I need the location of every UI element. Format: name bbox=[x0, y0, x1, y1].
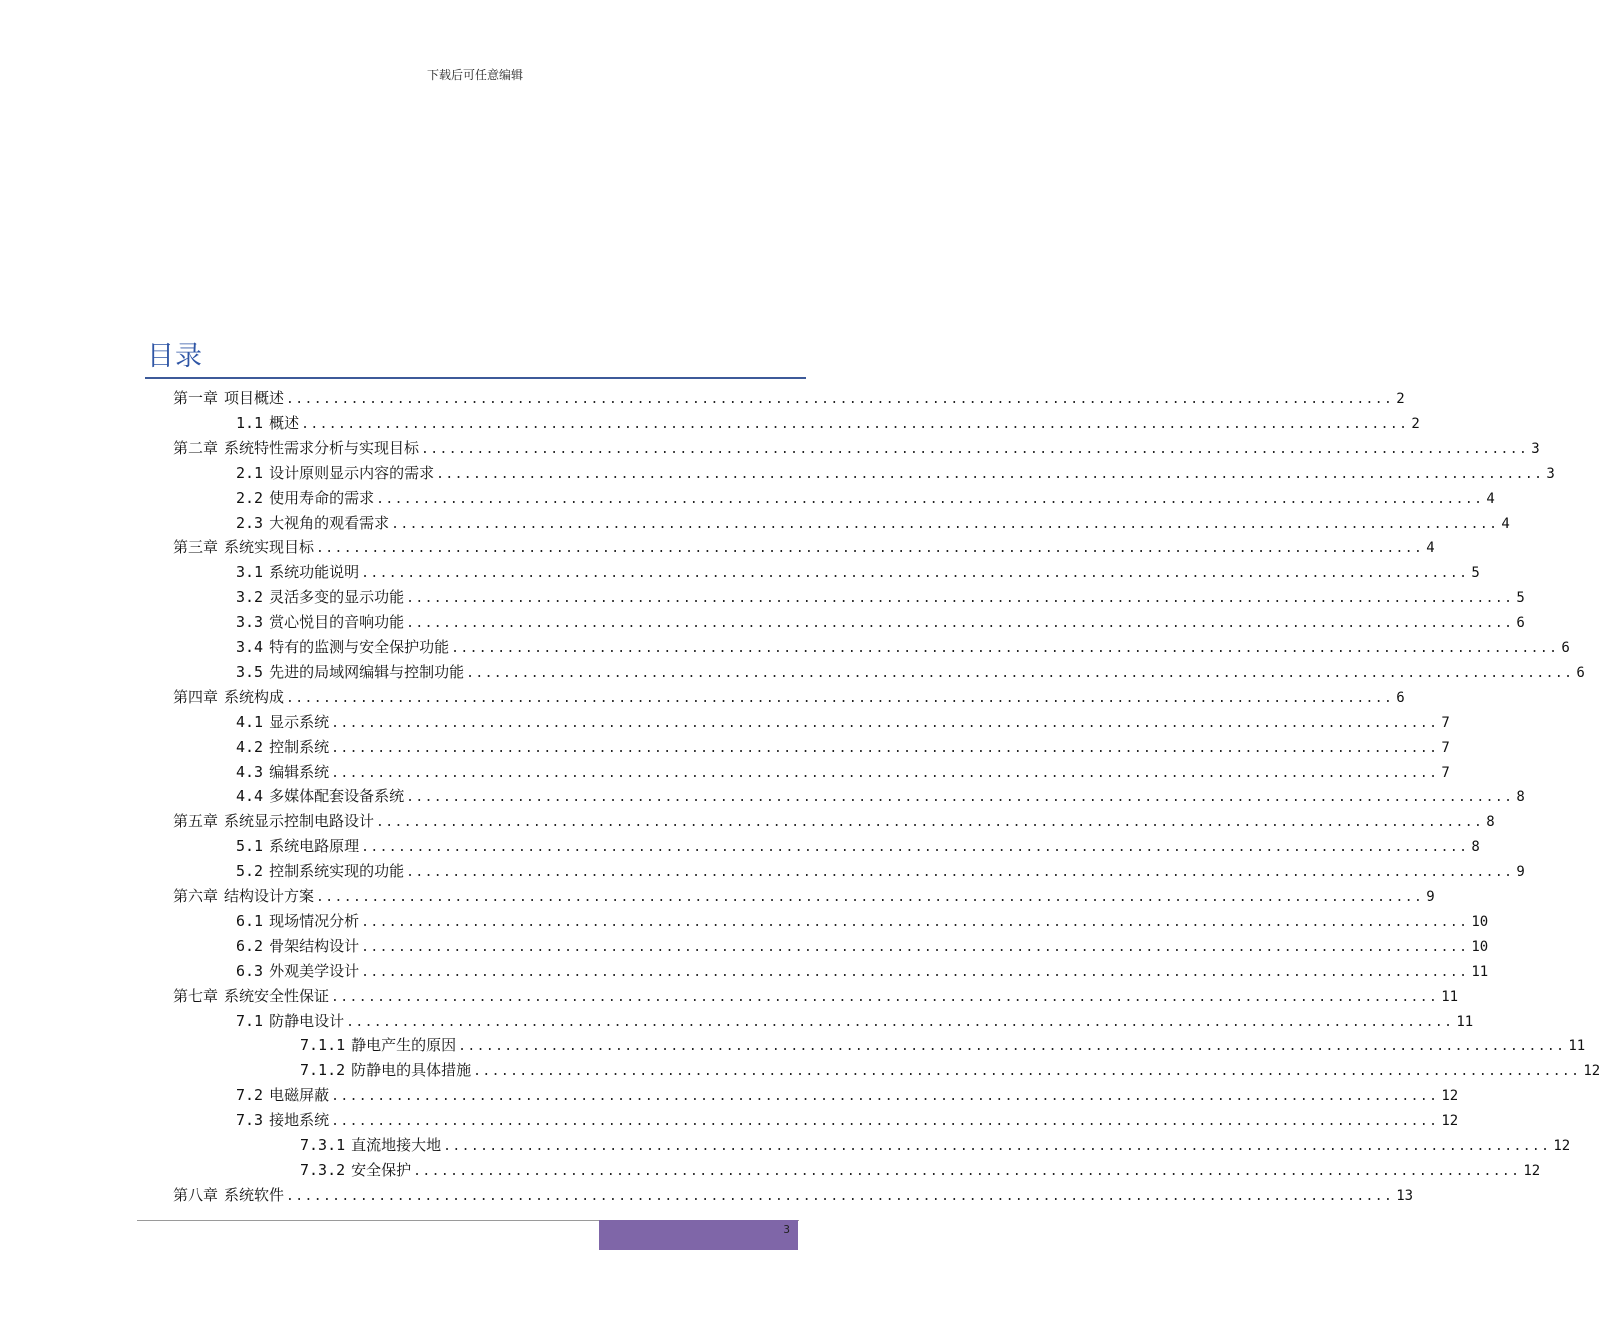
toc-entry-label: 编辑系统 bbox=[269, 762, 330, 781]
toc-entry-label: 灵活多变的显示功能 bbox=[269, 588, 405, 607]
toc-entry-label: 概述 bbox=[269, 413, 300, 432]
toc-entry-page: 5 bbox=[1471, 565, 1480, 582]
toc-entry[interactable] bbox=[300, 1058, 1600, 1083]
toc-entry-page: 9 bbox=[1426, 889, 1435, 905]
toc-entry[interactable] bbox=[236, 760, 1450, 785]
toc-entry-page: 2 bbox=[1396, 391, 1405, 407]
toc-entry-label: 控制系统实现的功能 bbox=[269, 862, 405, 881]
toc-dot-leader: ........................................................................................................................ bbox=[361, 840, 1469, 856]
toc-entry[interactable] bbox=[236, 859, 1525, 884]
toc-entry[interactable] bbox=[300, 1133, 1571, 1158]
toc-entry[interactable] bbox=[236, 660, 1585, 685]
toc-dot-leader: ........................................................................................................................ bbox=[451, 641, 1559, 656]
toc-entry-label: 系统功能说明 bbox=[269, 563, 360, 582]
toc-entry[interactable] bbox=[173, 535, 1435, 560]
toc-entry-page: 12 bbox=[1441, 1088, 1459, 1105]
toc-dot-leader: ........................................................................................................................ bbox=[331, 715, 1439, 731]
toc-entry-page: 6 bbox=[1516, 615, 1525, 632]
toc-entry[interactable] bbox=[236, 959, 1489, 984]
toc-entry-number: 6.1 bbox=[236, 911, 264, 930]
toc-dot-leader: ........................................................................................................................ bbox=[376, 815, 1484, 831]
toc-entry-number: 4.4 bbox=[236, 787, 264, 806]
toc-dot-leader: ........................................................................................................................ bbox=[473, 1064, 1581, 1080]
toc-dot-leader: ........................................................................................................................ bbox=[361, 914, 1469, 930]
toc-entry-number: 7.2 bbox=[236, 1086, 264, 1105]
toc-entry[interactable] bbox=[173, 884, 1435, 909]
toc-entry-number: 4.3 bbox=[236, 762, 264, 781]
toc-entry-number: 7.1.1 bbox=[300, 1036, 346, 1055]
toc-entry[interactable] bbox=[300, 1158, 1541, 1183]
toc-entry-label: 多媒体配套设备系统 bbox=[269, 787, 405, 806]
toc-dot-leader: ........................................................................................................................ bbox=[406, 865, 1514, 881]
toc-entry[interactable] bbox=[173, 685, 1405, 710]
toc-entry-number: 3.5 bbox=[236, 662, 264, 681]
toc-entry[interactable] bbox=[236, 1083, 1459, 1108]
toc-dot-leader: ........................................................................................................................ bbox=[443, 1139, 1551, 1154]
toc-entry-number: 6.2 bbox=[236, 936, 264, 955]
toc-entry[interactable] bbox=[236, 635, 1570, 660]
toc-entry-number: 第四章 bbox=[173, 687, 219, 706]
toc-entry-number: 第一章 bbox=[173, 389, 219, 407]
toc-entry[interactable] bbox=[236, 784, 1525, 809]
toc-entry-number: 3.3 bbox=[236, 613, 264, 632]
page-number-box bbox=[599, 1220, 798, 1250]
toc-entry-number: 6.3 bbox=[236, 961, 264, 980]
toc-dot-leader: ........................................................................................................................ bbox=[286, 392, 1394, 407]
toc-entry[interactable] bbox=[300, 1033, 1586, 1058]
toc-entry-page: 5 bbox=[1516, 590, 1525, 607]
header-note: 下载后可任意编辑 bbox=[426, 68, 523, 82]
toc-entry-label: 系统安全性保证 bbox=[224, 986, 330, 1005]
toc-entry-number: 3.1 bbox=[236, 563, 264, 582]
toc-entry-label: 显示系统 bbox=[269, 712, 330, 731]
toc-entry-page: 3 bbox=[1546, 465, 1555, 482]
toc-entry-number: 第七章 bbox=[173, 986, 219, 1005]
toc-entry-label: 大视角的观看需求 bbox=[269, 513, 390, 532]
toc-entry-label: 设计原则显示内容的需求 bbox=[269, 463, 435, 482]
toc-entry-number: 1.1 bbox=[236, 413, 264, 432]
toc-entry-page: 7 bbox=[1441, 714, 1450, 731]
toc-entry-page: 8 bbox=[1486, 814, 1495, 831]
toc-entry[interactable] bbox=[236, 909, 1489, 934]
toc-entry-number: 第五章 bbox=[173, 812, 219, 831]
toc-entry-label: 系统实现目标 bbox=[224, 538, 315, 557]
toc-entry-label: 特有的监测与安全保护功能 bbox=[269, 638, 450, 656]
toc-entry-number: 7.3.2 bbox=[300, 1160, 346, 1179]
toc-entry[interactable] bbox=[236, 610, 1525, 635]
toc-dot-leader: ........................................................................................................................ bbox=[331, 1114, 1439, 1130]
toc-entry-label: 电磁屏蔽 bbox=[269, 1086, 330, 1105]
toc-entry-label: 赏心悦目的音响功能 bbox=[269, 613, 405, 632]
toc-dot-leader: ........................................................................................................................ bbox=[458, 1039, 1566, 1055]
page-number: 3 bbox=[783, 1223, 790, 1236]
toc-entry-label: 静电产生的原因 bbox=[351, 1036, 457, 1055]
toc-entry[interactable] bbox=[236, 735, 1450, 760]
toc-entry-page: 11 bbox=[1456, 1013, 1474, 1030]
toc-entry-page: 2 bbox=[1411, 415, 1420, 432]
toc-entry-number: 4.1 bbox=[236, 712, 264, 731]
toc-entry-page: 11 bbox=[1441, 988, 1459, 1005]
toc-dot-leader: ........................................................................................................................ bbox=[316, 541, 1424, 557]
toc-entry-page: 6 bbox=[1576, 664, 1585, 681]
toc-entry[interactable] bbox=[236, 511, 1510, 536]
toc-entry[interactable] bbox=[173, 1183, 1414, 1208]
toc-entry-number: 3.4 bbox=[236, 638, 264, 656]
toc-dot-leader: ........................................................................................................................ bbox=[361, 939, 1469, 955]
toc-dot-leader: ........................................................................................................................ bbox=[301, 416, 1409, 432]
toc-entry-number: 第八章 bbox=[173, 1185, 219, 1204]
toc-dot-leader: ........................................................................................................................ bbox=[421, 441, 1529, 457]
toc-entry-number: 5.2 bbox=[236, 862, 264, 881]
toc-entry[interactable] bbox=[173, 386, 1405, 411]
toc-entry-number: 第三章 bbox=[173, 538, 219, 557]
toc-entry-number: 3.2 bbox=[236, 588, 264, 607]
toc-entry-label: 系统软件 bbox=[224, 1185, 285, 1204]
toc-dot-leader: ........................................................................................................................ bbox=[331, 765, 1439, 781]
toc-entry-page: 7 bbox=[1441, 764, 1450, 781]
toc-entry-label: 使用寿命的需求 bbox=[269, 488, 375, 507]
toc-dot-leader: ........................................................................................................................ bbox=[346, 1014, 1454, 1030]
toc-entry[interactable] bbox=[236, 710, 1450, 735]
toc-entry-page: 8 bbox=[1471, 839, 1480, 856]
toc-entry-number: 4.2 bbox=[236, 737, 264, 756]
toc-entry-page: 4 bbox=[1426, 540, 1435, 557]
toc-entry-number: 7.1 bbox=[236, 1011, 264, 1030]
toc-title: 目录 bbox=[147, 341, 203, 372]
toc-entry-label: 结构设计方案 bbox=[224, 887, 315, 905]
toc-dot-leader: ........................................................................................................................ bbox=[376, 491, 1484, 507]
toc-entry-page: 12 bbox=[1523, 1162, 1541, 1179]
toc-entry-number: 2.2 bbox=[236, 488, 264, 507]
toc-entry[interactable] bbox=[236, 560, 1480, 585]
toc-entry-label: 系统电路原理 bbox=[269, 837, 360, 856]
toc-entry-number: 第二章 bbox=[173, 438, 219, 457]
toc-entry-page: 8 bbox=[1516, 789, 1525, 806]
toc-entry-label: 防静电的具体措施 bbox=[351, 1061, 472, 1080]
toc-entry-page: 3 bbox=[1531, 440, 1540, 457]
toc-dot-leader: ........................................................................................................................ bbox=[391, 516, 1499, 532]
toc-entry-number: 2.3 bbox=[236, 513, 264, 532]
toc-entry-page: 10 bbox=[1471, 913, 1489, 930]
toc-entry-label: 系统构成 bbox=[224, 687, 285, 706]
toc-entry-page: 13 bbox=[1396, 1187, 1414, 1204]
toc-dot-leader: ........................................................................................................................ bbox=[406, 616, 1514, 632]
toc-entry-page: 12 bbox=[1553, 1138, 1571, 1154]
toc-entry-label: 外观美学设计 bbox=[269, 961, 360, 980]
toc-dot-leader: ........................................................................................................................ bbox=[466, 665, 1574, 681]
toc-dot-leader: ........................................................................................................................ bbox=[331, 1089, 1439, 1105]
toc-entry-page: 12 bbox=[1441, 1113, 1459, 1130]
toc-dot-leader: ........................................................................................................................ bbox=[406, 591, 1514, 607]
toc-dot-leader: ........................................................................................................................ bbox=[361, 964, 1469, 980]
toc-dot-leader: ........................................................................................................................ bbox=[286, 1188, 1394, 1204]
toc-entry[interactable] bbox=[236, 934, 1489, 959]
toc-entry-page: 6 bbox=[1396, 689, 1405, 706]
toc-entry-number: 7.1.2 bbox=[300, 1061, 346, 1080]
toc-dot-leader: ........................................................................................................................ bbox=[331, 740, 1439, 756]
toc-entry-page: 7 bbox=[1441, 739, 1450, 756]
toc-dot-leader: ........................................................................................................................ bbox=[286, 690, 1394, 706]
toc-entry-page: 4 bbox=[1486, 490, 1495, 507]
title-rule bbox=[145, 377, 806, 379]
toc-entry-label: 接地系统 bbox=[269, 1111, 330, 1130]
toc-entry[interactable] bbox=[236, 585, 1525, 610]
toc-entry-label: 现场情况分析 bbox=[269, 911, 360, 930]
toc-entry-number: 7.3 bbox=[236, 1111, 264, 1130]
toc-entry[interactable] bbox=[173, 984, 1459, 1009]
toc-entry-label: 项目概述 bbox=[224, 389, 285, 407]
toc-entry-page: 11 bbox=[1568, 1038, 1586, 1055]
toc-entry-page: 9 bbox=[1516, 864, 1525, 881]
toc-entry[interactable] bbox=[236, 461, 1555, 486]
toc-entry-label: 系统特性需求分析与实现目标 bbox=[224, 438, 420, 457]
toc-entry-number: 第六章 bbox=[173, 887, 219, 905]
toc-entry[interactable] bbox=[236, 411, 1420, 436]
toc-entry-page: 4 bbox=[1501, 515, 1510, 532]
toc-dot-leader: ........................................................................................................................ bbox=[331, 989, 1439, 1005]
toc-dot-leader: ........................................................................................................................ bbox=[316, 890, 1424, 905]
toc-dot-leader: ........................................................................................................................ bbox=[406, 790, 1514, 806]
toc-entry-page: 11 bbox=[1471, 963, 1489, 980]
toc-entry[interactable] bbox=[173, 436, 1540, 461]
toc-entry-number: 5.1 bbox=[236, 837, 264, 856]
toc-entry[interactable] bbox=[236, 1108, 1459, 1133]
toc-entry[interactable] bbox=[236, 1009, 1474, 1034]
toc-entry-number: 2.1 bbox=[236, 463, 264, 482]
toc-dot-leader: ........................................................................................................................ bbox=[361, 566, 1469, 582]
toc-entry-page: 12 bbox=[1583, 1063, 1600, 1080]
toc-entry-label: 控制系统 bbox=[269, 737, 330, 756]
toc-entry-label: 骨架结构设计 bbox=[269, 936, 360, 955]
toc-entry[interactable] bbox=[236, 834, 1480, 859]
toc-entry[interactable] bbox=[236, 486, 1495, 511]
toc-entry-label: 安全保护 bbox=[351, 1160, 412, 1179]
toc-entry-label: 系统显示控制电路设计 bbox=[224, 812, 375, 831]
toc-dot-leader: ........................................................................................................................ bbox=[436, 466, 1544, 482]
toc-entry-page: 10 bbox=[1471, 938, 1489, 955]
toc-entry[interactable] bbox=[173, 809, 1495, 834]
toc-entry-label: 防静电设计 bbox=[269, 1011, 345, 1030]
toc-entry-label: 先进的局域网编辑与控制功能 bbox=[269, 662, 465, 681]
toc-entry-number: 7.3.1 bbox=[300, 1136, 346, 1154]
toc-entry-label: 直流地接大地 bbox=[351, 1136, 442, 1154]
toc-dot-leader: ........................................................................................................................ bbox=[413, 1163, 1521, 1179]
toc-entry-page: 6 bbox=[1561, 640, 1570, 656]
